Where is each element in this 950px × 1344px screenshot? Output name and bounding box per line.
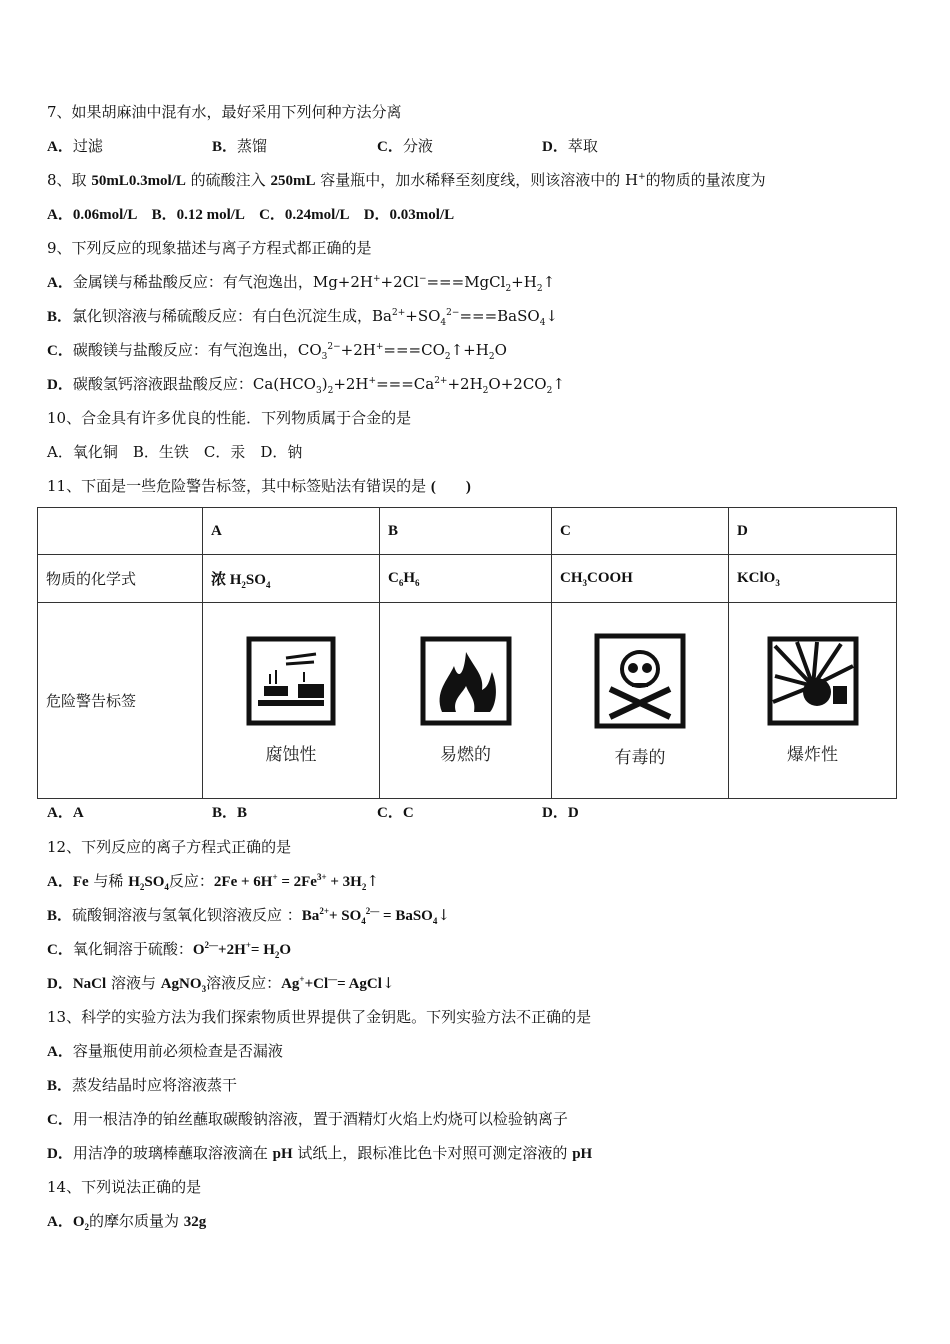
text-segment: 10、合金具有许多优良的性能．下列物质属于合金的是 [47, 409, 412, 427]
table-row-formula [38, 555, 897, 603]
flammable-icon [420, 636, 512, 726]
table-header-cell: D [729, 508, 897, 555]
text-segment: ↓ [437, 906, 450, 924]
text-segment: B． [47, 908, 73, 924]
text-segment: 浓 H [211, 571, 242, 588]
sign-caption: 易燃的 [440, 745, 491, 765]
text-segment: +2H [333, 375, 369, 393]
question-line [47, 1042, 283, 1061]
text-segment: ↑ [366, 872, 379, 890]
text-segment: +2Cl [380, 273, 419, 291]
sign-cell [729, 603, 897, 799]
text-segment: 用一根洁净的铂丝蘸取碳酸钠溶液，置于酒精灯火焰上灼烧可以检验钠离子 [72, 1110, 568, 1128]
text-segment: − [418, 274, 427, 284]
corrosive-icon [246, 636, 336, 726]
text-segment: 6 [415, 577, 420, 588]
question-line [47, 273, 555, 292]
text-segment: 3 [315, 386, 322, 396]
table-header-cell: C [552, 508, 729, 555]
text-segment: 13、科学的实验方法为我们探索物质世界提供了金钥匙。下列实验方法不正确的是 [47, 1008, 592, 1026]
text-segment: +Cl [304, 976, 329, 992]
question-line [47, 1110, 568, 1129]
text-segment: 2— [204, 940, 219, 950]
question-line [47, 239, 372, 257]
text-segment: 2 [327, 386, 334, 396]
sign-caption: 有毒的 [614, 748, 666, 768]
text-segment: 4 [164, 882, 169, 892]
option-d[interactable]: D．萃取 [542, 137, 598, 155]
text-segment: 与稀 [88, 872, 129, 890]
text-segment: 2— [365, 906, 380, 916]
text-segment: + [375, 342, 384, 352]
text-segment: ===BaSO [459, 307, 540, 325]
text-segment: + SO [328, 908, 362, 924]
text-segment: ↓ [545, 307, 558, 325]
text-segment: ↑ [542, 273, 556, 291]
text-segment: ↑+H [450, 341, 489, 359]
text-segment: + [299, 974, 305, 984]
text-segment: + 3H [326, 874, 362, 890]
text-segment: 的摩尔质量为 [89, 1212, 184, 1230]
text-segment: 32g [183, 1214, 207, 1230]
text-segment: 氯化钡溶液与稀硫酸反应：有白色沉淀生成，Ba [72, 307, 392, 325]
text-segment: A． [47, 1044, 73, 1060]
text-segment: 4 [440, 318, 447, 328]
option-b[interactable]: B．B [212, 805, 248, 821]
option-a[interactable]: A．A [47, 805, 84, 821]
text-segment: +2H [340, 341, 376, 359]
text-segment: 2 [482, 386, 489, 396]
question-line [47, 205, 454, 224]
question-line [47, 341, 507, 360]
text-segment: 8、取 [47, 171, 92, 189]
sign-cell [552, 603, 729, 799]
text-segment: 6 [398, 577, 404, 588]
question-line [47, 443, 302, 461]
text-segment: O [279, 942, 292, 958]
text-segment: 容量瓶中，加水稀释至刻度线，则该溶液中的 H [315, 171, 639, 189]
text-segment: 试纸上，跟标准比色卡对照可测定溶液的 [292, 1144, 573, 1162]
text-segment: A． [47, 275, 73, 291]
text-segment: ↓ [381, 974, 395, 992]
question-line [47, 872, 379, 891]
text-segment: Ba [301, 908, 320, 924]
text-segment: C． [47, 343, 73, 359]
text-segment: SO [144, 874, 165, 890]
text-segment: 14、下列说法正确的是 [47, 1178, 202, 1196]
text-segment: 溶液与 [106, 974, 161, 992]
text-segment: O [192, 942, 205, 958]
question-line [47, 375, 565, 394]
text-segment: Ag [281, 976, 300, 992]
text-segment: ) [321, 375, 328, 393]
text-segment: D． [47, 377, 73, 393]
text-segment: 容量瓶使用前必须检查是否漏液 [72, 1042, 283, 1060]
text-segment: H [128, 874, 140, 890]
option-b[interactable]: B．蒸馏 [212, 137, 268, 155]
question-line [47, 1144, 592, 1163]
text-segment: = H [250, 942, 275, 958]
text-segment: 的物质的量浓度为 [645, 171, 766, 189]
option-c[interactable]: C．C [377, 805, 414, 821]
text-segment: 碳酸氢钙溶液跟盐酸反应：Ca(HCO [72, 375, 316, 393]
text-segment: 2 [505, 284, 512, 294]
text-segment: 2 [274, 950, 280, 960]
text-segment: + [245, 940, 251, 950]
text-segment: 50mL0.3mol/L [91, 173, 186, 189]
formula-cell [729, 555, 897, 603]
text-segment: 9、下列反应的现象描述与离子方程式都正确的是 [47, 239, 372, 257]
option-d[interactable]: D．D [542, 805, 579, 821]
text-segment: 反应： [168, 872, 214, 890]
text-segment: B． [47, 1078, 73, 1094]
question-line [47, 1212, 206, 1231]
text-segment: C [388, 569, 399, 586]
text-segment: 2+ [319, 906, 329, 916]
question-line [47, 906, 450, 925]
text-segment: 3+ [316, 872, 327, 882]
text-segment: 4 [539, 318, 546, 328]
text-segment: 的硫酸注入 [185, 171, 271, 189]
text-segment: 4 [361, 916, 366, 926]
text-segment: ===MgCl [426, 273, 506, 291]
text-segment: 2 [536, 284, 543, 294]
text-segment: +H [511, 273, 537, 291]
text-segment: COOH [587, 569, 633, 586]
text-segment: 2 [84, 1222, 90, 1232]
question-line [47, 307, 558, 326]
explosive-icon [767, 636, 859, 726]
text-segment: KClO [737, 569, 776, 586]
table-header-cell: A [203, 508, 380, 555]
option-a[interactable]: A．过滤 [47, 137, 103, 155]
text-segment: ===CO [383, 341, 445, 359]
text-segment: 3 [201, 984, 207, 994]
text-segment: O+2CO [488, 375, 547, 393]
text-segment: A．氧化铜 B．生铁 C．汞 D．钠 [47, 443, 303, 461]
text-segment: 硫酸铜溶液与氢氧化钡溶液反应 ： [72, 906, 302, 924]
text-segment: 碳酸镁与盐酸反应：有气泡逸出，CO [72, 341, 322, 359]
text-segment: 2 [361, 882, 367, 892]
text-segment: pH [272, 1146, 293, 1162]
formula-cell [552, 555, 729, 603]
text-segment: ===Ca [376, 375, 435, 393]
text-segment: 溶液反应： [206, 974, 282, 992]
text-segment: C． [47, 942, 73, 958]
text-segment: 氧化铜溶于硫酸： [72, 940, 193, 958]
text-segment: 7、如果胡麻油中混有水，最好采用下列何种方法分离 [47, 103, 402, 121]
text-segment: + [373, 274, 381, 284]
question-line [47, 940, 291, 959]
question-line [47, 103, 402, 121]
question-line [47, 1076, 237, 1095]
text-segment: 蒸发结晶时应将溶液蒸干 [72, 1076, 238, 1094]
row-label: 物质的化学式 [38, 555, 203, 603]
text-segment: 4 [265, 579, 271, 590]
text-segment: +SO [405, 307, 441, 325]
sign-cell [203, 603, 380, 799]
row-label: 危险警告标签 [38, 603, 203, 799]
sign-cell [380, 603, 552, 799]
text-segment: 2 [546, 386, 553, 396]
text-segment: 金属镁与稀盐酸反应：有气泡逸出，Mg+2H [72, 273, 373, 291]
text-segment: 4 [432, 916, 438, 926]
question-line [47, 477, 471, 496]
text-segment: C． [47, 1112, 73, 1128]
text-segment: 2− [446, 308, 460, 318]
text-segment: = AgCl [337, 976, 382, 992]
text-segment: AgNO [160, 976, 202, 992]
table-header-cell: B [380, 508, 552, 555]
option-c[interactable]: C．分液 [377, 137, 433, 155]
text-segment: + [638, 172, 646, 182]
text-segment: = BaSO [379, 908, 433, 924]
sign-caption: 爆炸性 [787, 745, 838, 765]
formula-cell [203, 555, 380, 603]
text-segment: 12、下列反应的离子方程式正确的是 [47, 838, 292, 856]
text-segment: 2Fe + 6H [213, 874, 273, 890]
text-segment: CH [560, 569, 583, 586]
question-line [47, 171, 766, 190]
text-segment: H [403, 569, 416, 586]
text-segment: = 2Fe [277, 874, 317, 890]
formula-cell [380, 555, 552, 603]
text-segment: O [494, 341, 507, 359]
text-segment: 2+ [391, 308, 406, 318]
text-segment: 3 [775, 577, 780, 588]
text-segment: +2H [218, 942, 246, 958]
text-segment: A．Fe [47, 874, 89, 890]
text-segment: D．NaCl [47, 976, 107, 992]
text-segment: — [328, 974, 338, 984]
text-segment: + [368, 376, 377, 386]
text-segment: D． [47, 1146, 73, 1162]
text-segment: 2 [241, 579, 246, 590]
text-segment: ↑ [552, 375, 565, 393]
question-line [47, 974, 395, 993]
sign-caption: 腐蚀性 [265, 745, 317, 765]
table-row-signs [38, 603, 897, 799]
hazard-label-table [37, 507, 897, 799]
text-segment: 2+ [434, 376, 448, 386]
text-segment: 2 [488, 352, 495, 362]
table-header-row [38, 508, 897, 555]
text-segment: + [272, 872, 278, 882]
text-segment: pH [572, 1146, 593, 1162]
text-segment: A．0.06mol/L B．0.12 mol/L C．0.24mol/L D．0.03mol/L [47, 207, 455, 223]
text-segment: 11、下面是一些危险警告标签，其中标签贴法有错误的是 [47, 477, 431, 495]
text-segment: 250mL [270, 173, 316, 189]
table-header-cell [38, 508, 203, 555]
text-segment: 2 [444, 352, 451, 362]
question-line [47, 409, 411, 427]
text-segment: ( ) [430, 479, 471, 495]
text-segment: A．O [47, 1214, 85, 1230]
question-line [47, 1178, 201, 1196]
text-segment: 2− [327, 342, 341, 352]
text-segment: B． [47, 309, 73, 325]
question-line [47, 838, 291, 856]
text-segment: 3 [321, 352, 328, 362]
question-line [47, 1008, 591, 1026]
text-segment: 2 [139, 882, 145, 892]
toxic-icon [594, 633, 686, 729]
text-segment: SO [245, 571, 266, 588]
text-segment: +2H [447, 375, 483, 393]
text-segment: 用洁净的玻璃棒蘸取溶液滴在 [72, 1144, 273, 1162]
text-segment: 3 [582, 577, 587, 588]
